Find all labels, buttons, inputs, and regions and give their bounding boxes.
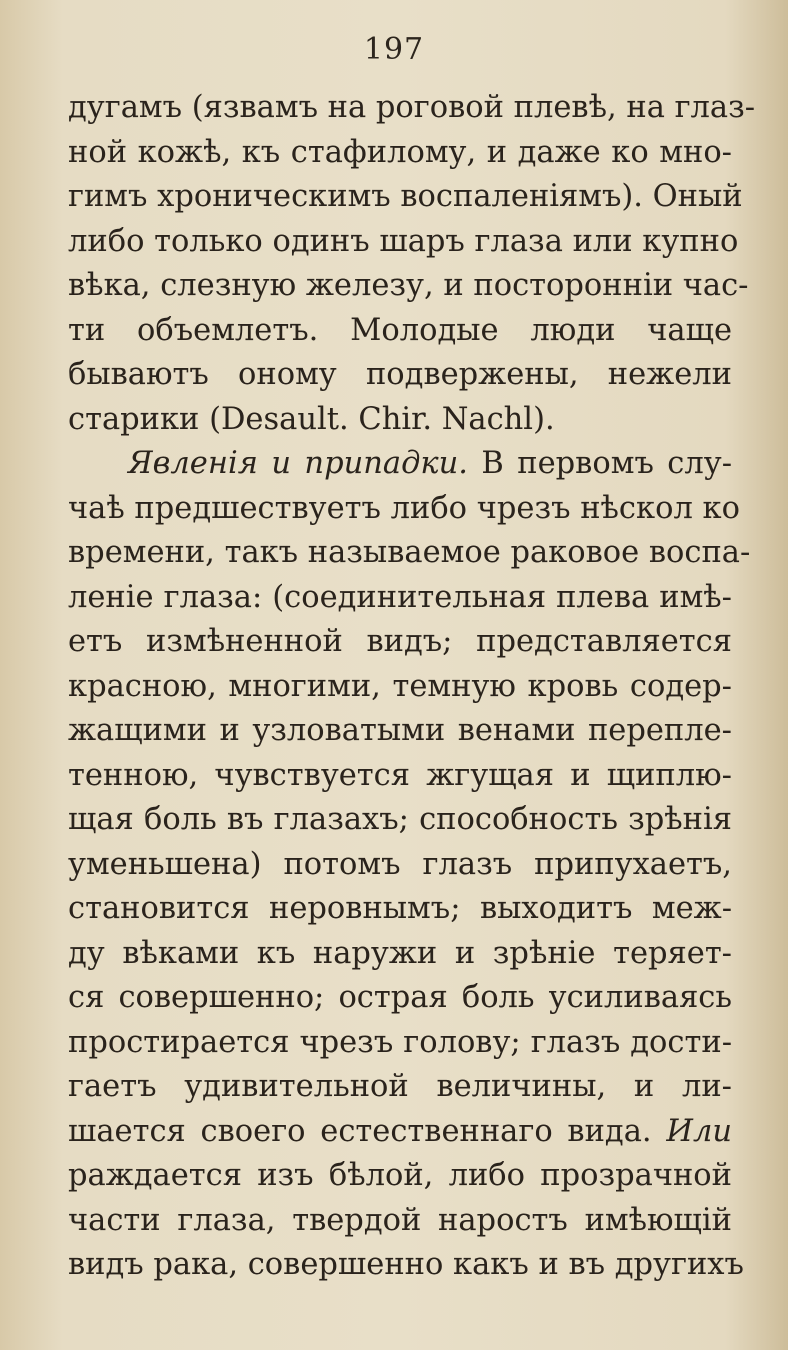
text-line: простирается чрезъ голову; глазъ дости- (68, 1024, 732, 1060)
text-line: гаетъ удивительной величины, и ли- (68, 1069, 732, 1104)
text-line: дугамъ (язвамъ на роговой плевѣ, на глаз- (68, 90, 756, 125)
text-line: времени, такъ называемое раковое воспа- (68, 535, 751, 570)
text-line: щая боль въ глазахъ; способность зрѣнія (68, 802, 732, 837)
text-line: чаѣ предшествуетъ либо чрезъ нѣскол ко (68, 490, 740, 526)
text-line: леніе глаза: (соединительная плева имѣ- (68, 579, 732, 615)
text-line: ной кожѣ, къ стафилому, и даже ко мно- (68, 134, 732, 170)
section-start-line (128, 442, 732, 486)
text-line: части глаза, твердой наростъ имѣющій (68, 1202, 732, 1238)
text-line: тенною, чувствуется жгущая и щиплю- (68, 757, 732, 793)
text-line: старики (Desault. Chir. Nachl). (68, 401, 555, 437)
text-fragment: шается своего естественнаго вида. (68, 1113, 652, 1149)
section-heading: Явленія и припадки. (128, 446, 468, 481)
text-line: вѣка, слезную железу, и посторонніи час- (68, 268, 749, 303)
text-line: становится неровнымъ; выходитъ меж- (68, 891, 732, 926)
text-line: раждается изъ бѣлой, либо прозрачной (68, 1158, 732, 1193)
text-line: ти объемлетъ. Молодые люди чаще (68, 312, 732, 348)
italic-word: Или (666, 1113, 733, 1149)
text-line: жащими и узловатыми венами перепле- (68, 713, 732, 748)
text-fragment: В первомъ слу- (481, 446, 733, 481)
text-line: либо только одинъ шаръ глаза или купно (68, 223, 739, 259)
text-line: ся совершенно; острая боль усиливаясь (68, 980, 732, 1015)
text-line: гимъ хроническимъ воспаленіямъ). Оный (68, 179, 743, 214)
text-line: ду вѣками къ наружи и зрѣніе теряет- (68, 935, 732, 971)
page-number: 197 (363, 32, 425, 67)
text-line: видъ рака, совершенно какъ и въ другихъ (68, 1247, 744, 1282)
text-line-with-italic (68, 1110, 732, 1154)
text-line: уменьшена) потомъ глазъ припухаетъ, (68, 846, 732, 882)
text-line: красною, многими, темную кровь содер- (68, 668, 732, 704)
text-line: етъ измѣненной видъ; представляется (68, 624, 732, 659)
text-line: бываютъ оному подвержены, нежели (68, 357, 732, 392)
